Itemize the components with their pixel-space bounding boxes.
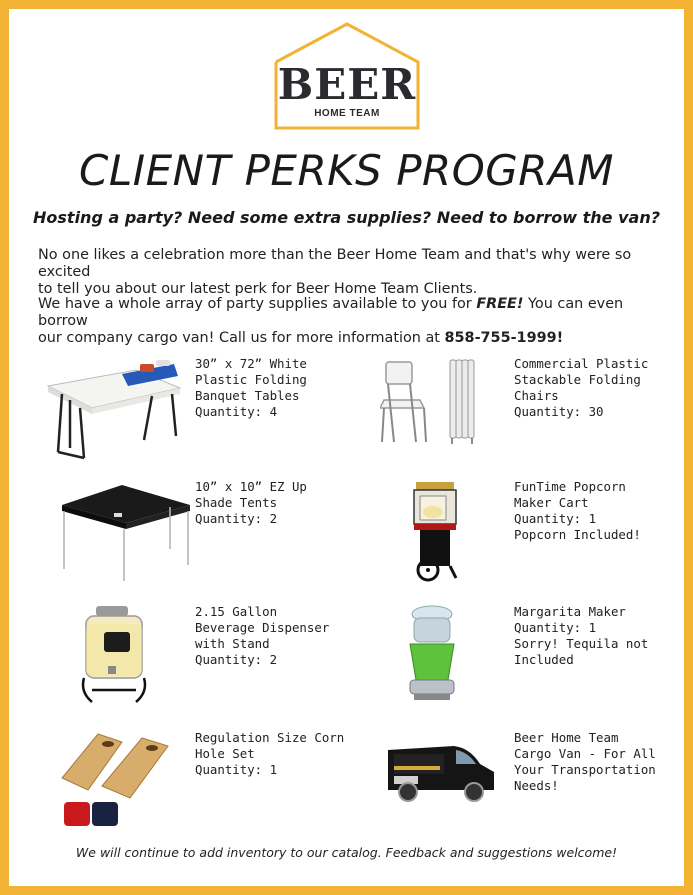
folding-chairs-icon	[380, 356, 480, 446]
item-cargo-van	[514, 730, 674, 794]
margarita-maker-icon	[404, 604, 460, 702]
item-text: Popcorn Included!	[514, 527, 641, 542]
intro-paragraph	[38, 247, 658, 298]
logo-tagline: HOME TEAM	[314, 108, 380, 119]
free-emphasis: FREE!	[476, 296, 524, 312]
offer-text-after: You can even borrow	[38, 296, 624, 329]
item-text: Regulation Size Corn	[195, 730, 345, 745]
item-text: Banquet Tables	[195, 388, 300, 403]
item-text: Maker Cart	[514, 495, 589, 510]
item-quantity: Quantity: 2	[195, 511, 278, 526]
item-text: 2.15 Gallon	[195, 604, 278, 619]
item-text: Sorry! Tequila not	[514, 636, 649, 651]
folding-table-icon	[44, 356, 192, 462]
item-text: Needs!	[514, 778, 559, 793]
page-title: CLIENT PERKS PROGRAM	[79, 146, 614, 195]
item-quantity: Quantity: 1	[514, 620, 597, 635]
item-text: Plastic Folding	[195, 372, 307, 387]
item-text: Commercial Plastic	[514, 356, 649, 371]
canopy-tent-icon	[60, 483, 192, 583]
item-quantity: Quantity: 4	[195, 404, 278, 419]
page-subtitle: Hosting a party? Need some extra supplies? Need to borrow the van?	[33, 208, 660, 227]
item-text: Included	[514, 652, 574, 667]
item-text: Beverage Dispenser	[195, 620, 330, 635]
item-text: 10” x 10” EZ Up	[195, 479, 307, 494]
beer-home-team-logo	[274, 22, 420, 130]
item-text: Beer Home Team	[514, 730, 619, 745]
cargo-van-icon	[384, 740, 498, 804]
item-text: Shade Tents	[195, 495, 278, 510]
offer-paragraph	[38, 296, 658, 347]
offer-line2-text: our company cargo van! Call us for more information at	[38, 330, 445, 346]
offer-line-2	[38, 330, 658, 347]
item-text: Your Transportation	[514, 762, 656, 777]
item-text: 30” x 72” White	[195, 356, 307, 371]
item-shade-tents	[195, 479, 355, 527]
item-margarita-maker	[514, 604, 674, 668]
intro-line-2: to tell you about our latest perk for Beer Home Team Clients.	[38, 281, 478, 297]
offer-line-1	[38, 296, 658, 330]
item-quantity: Quantity: 1	[514, 511, 597, 526]
item-text: Hole Set	[195, 746, 255, 761]
intro-line-1: No one likes a celebration more than the Beer Home Team and that's why were so excited	[38, 247, 632, 280]
item-quantity: Quantity: 1	[195, 762, 278, 777]
item-text: Cargo Van - For All	[514, 746, 656, 761]
item-text: Margarita Maker	[514, 604, 626, 619]
item-folding-chairs	[514, 356, 674, 420]
cornhole-set-icon	[58, 728, 172, 830]
footer-note: We will continue to add inventory to our catalog. Feedback and suggestions welcome!	[75, 845, 618, 860]
item-quantity: Quantity: 2	[195, 652, 278, 667]
item-text: with Stand	[195, 636, 270, 651]
item-folding-tables	[195, 356, 355, 420]
item-cornhole-set	[195, 730, 355, 778]
logo-brand: BEER	[277, 60, 417, 109]
item-beverage-dispenser	[195, 604, 355, 668]
item-popcorn-cart	[514, 479, 674, 543]
phone-number[interactable]: 858-755-1999!	[444, 330, 564, 346]
popcorn-cart-icon	[410, 480, 460, 582]
beverage-dispenser-icon	[78, 604, 150, 704]
item-text: Stackable Folding	[514, 372, 641, 387]
item-text: FunTime Popcorn	[514, 479, 626, 494]
item-quantity: Quantity: 30	[514, 404, 604, 419]
offer-text: We have a whole array of party supplies available to you for	[38, 296, 477, 312]
item-text: Chairs	[514, 388, 559, 403]
